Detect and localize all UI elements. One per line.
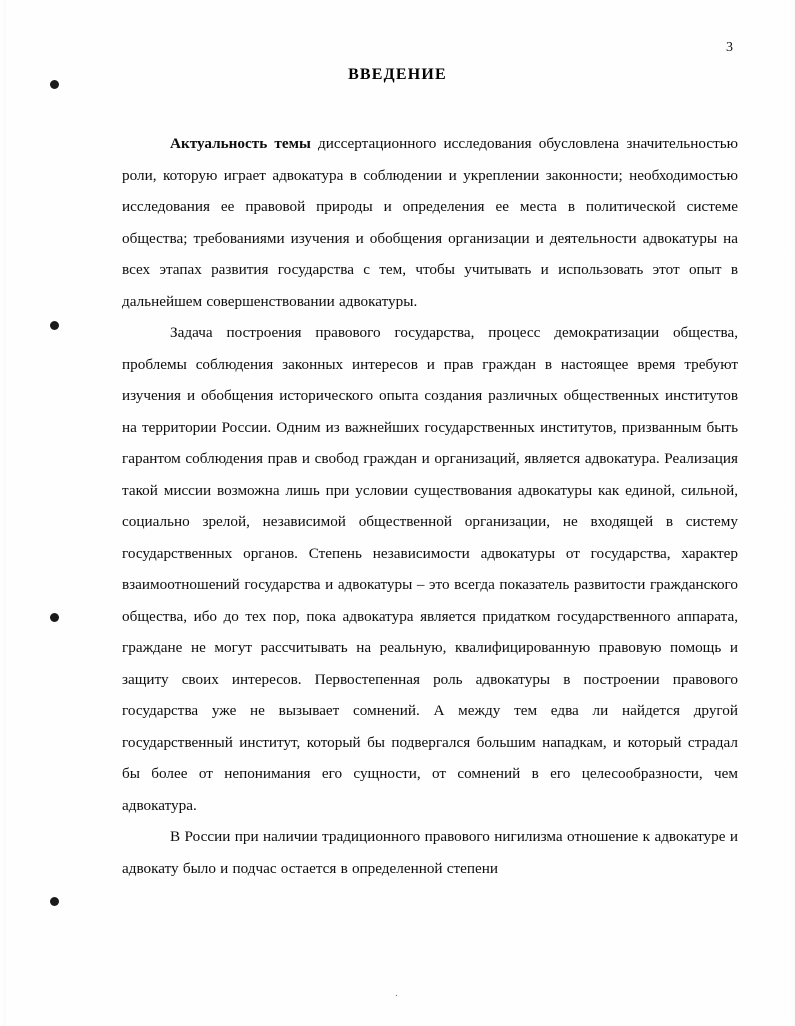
footer-mark: · (394, 990, 401, 1002)
paragraph-text: В России при наличии традиционного правового нигилизма отношение к адвокатуре и адвокату было и подчас остается в определенной степени (122, 828, 738, 877)
binder-hole-mark (50, 897, 59, 906)
paragraph (122, 128, 738, 317)
binder-hole-mark (50, 613, 59, 622)
page-number: 3 (726, 40, 733, 55)
paragraph-text: Задача построения правового государства, процесс демократизации общества, проблемы соблюдения законных интересов и прав граждан в настоящее время требуют изучения и обобщения исторического опыта создания различных общественных институтов на территории России. Одним из важнейших государственных институтов, призванным быть гарантом соблюдения прав и свобод граждан и организаций, является адвокатура. Реализация такой миссии возможна лишь при условии существования адвокатуры как единой, сильной, социально зрелой, независимой общественной организации, не входящей в систему государственных органов. Степень независимости адвокатуры от государства, характер взаимоотношений государства и адвокатуры – это всегда показатель развитости гражданского общества, ибо до тех пор, пока адвокатура является придатком государственного аппарата, граждане не могут рассчитывать на реальную, квалифицированную правовую помощь и защиту своих интересов. Первостепенная роль адвокатуры в построении правового государства уже не вызывает сомнений. А между тем едва ли найдется другой государственный институт, который бы подвергался большим нападкам, и который страдал бы более от непонимания его сущности, от сомнений в его целесообразности, чем адвокатура. (122, 324, 738, 814)
binder-hole-mark (50, 321, 59, 330)
paragraph-lead: Актуальность темы (170, 135, 311, 152)
document-body (122, 128, 738, 884)
paragraph (122, 317, 738, 821)
page-title: ВВЕДЕНИЕ (348, 66, 447, 83)
paragraph-text: диссертационного исследования обусловлена значительностью роли, которую играет адвокатура в соблюдении и укреплении законности; необходимостью исследования ее правовой природы и определения ее места в политической системе общества; требованиями изучения и обобщения организации и деятельности адвокатуры на всех этапах развития государства с тем, чтобы учитывать и использовать этот опыт в дальнейшем совершенствовании адвокатуры. (122, 135, 738, 310)
scan-edge-left (0, 0, 6, 1026)
paragraph (122, 821, 738, 884)
scan-edge-right (789, 0, 795, 1026)
